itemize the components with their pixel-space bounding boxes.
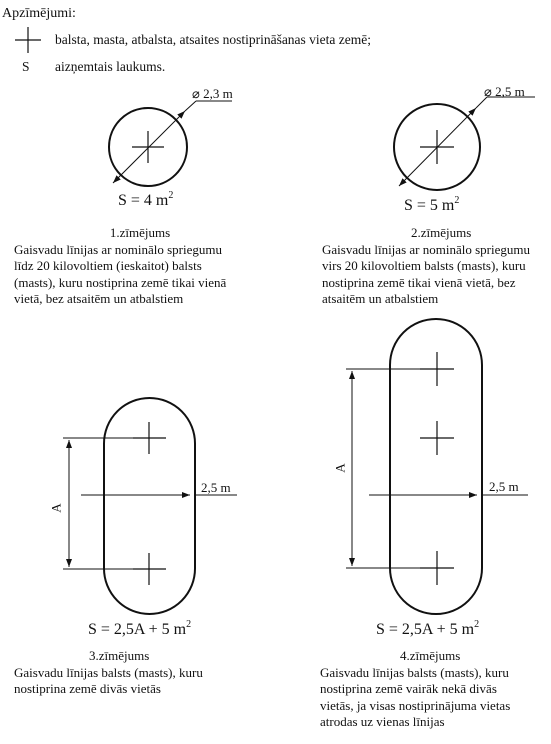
figure-3-caption [0, 648, 203, 698]
figure-4-a-label: A [332, 463, 348, 473]
legend-title: Apzīmējumi: [2, 6, 76, 21]
figure-1-diameter-line [113, 111, 185, 183]
legend-s-text: aizņemtais laukums. [55, 59, 166, 74]
figure-2-caption [322, 225, 530, 308]
figure-3-formula: S = 2,5A + 5 $m^2$ [88, 619, 192, 638]
figure-1-caption [0, 225, 280, 308]
figure-1-dimension-label: ⌀ 2,3 m [192, 86, 233, 101]
figure-3-dimension-label: 2,5 m [201, 480, 231, 495]
figure-4-dimension-label: 2,5 m [489, 479, 519, 494]
figure-1-drawing [109, 101, 232, 186]
figure-2-drawing [394, 97, 535, 190]
figure-1-formula: S = 4 $m^2$ [118, 190, 174, 209]
figure-1-number: 1.zīmējums [109, 225, 171, 240]
cross-icon [15, 27, 41, 53]
figure-3-number: 3.zīmējums [89, 648, 150, 663]
figure-3-description: Gaisvadu līnijas balsts (masts), kuru nostiprina zemē divās vietās [14, 664, 203, 696]
figure-2-number: 2.zīmējums [411, 225, 472, 240]
legend-cross-text: balsta, masta, atbalsta, atsaites nostiprināšanas vieta zemē; [55, 32, 372, 47]
legend-s-symbol: S [22, 59, 30, 74]
figure-3-a-label: A [48, 503, 64, 513]
figure-3-drawing [63, 398, 237, 614]
figure-1-description: Gaisvadu līnijas ar nominālo spriegumu līdz 20 kilovoltiem (ieskaitot) balsts (masts), kuru nostiprina zemē tikai vienā vietā, bez atsaitēm un atbalstiem [14, 241, 227, 306]
figure-2-formula: S = 5 $m^2$ [404, 195, 460, 214]
figure-4-formula: S = 2,5A + 5 $m^2$ [376, 619, 480, 638]
figure-1-leader [185, 101, 196, 111]
figure-2-dimension-label: ⌀ 2,5 m [484, 84, 525, 99]
figure-4-caption [320, 648, 510, 731]
figure-4-number: 4.zīmējums [400, 648, 461, 663]
figure-2-description: Gaisvadu līnijas ar nominālo spriegumu virs 20 kilovoltiem balsts (masts), kuru nostiprina zemē tikai vienā vietā, bez atsaitēm un atbalstiem [322, 241, 530, 306]
figure-2-diameter-line [399, 108, 476, 186]
figure-4-stadium [390, 319, 482, 614]
figure-4-description: Gaisvadu līnijas balsts (masts), kuru nostiprina zemē vairāk nekā divās vietās, ja visas nostiprinājuma vietas atrodas uz vienas līnijas [320, 664, 511, 729]
figure-4-drawing [346, 319, 528, 614]
